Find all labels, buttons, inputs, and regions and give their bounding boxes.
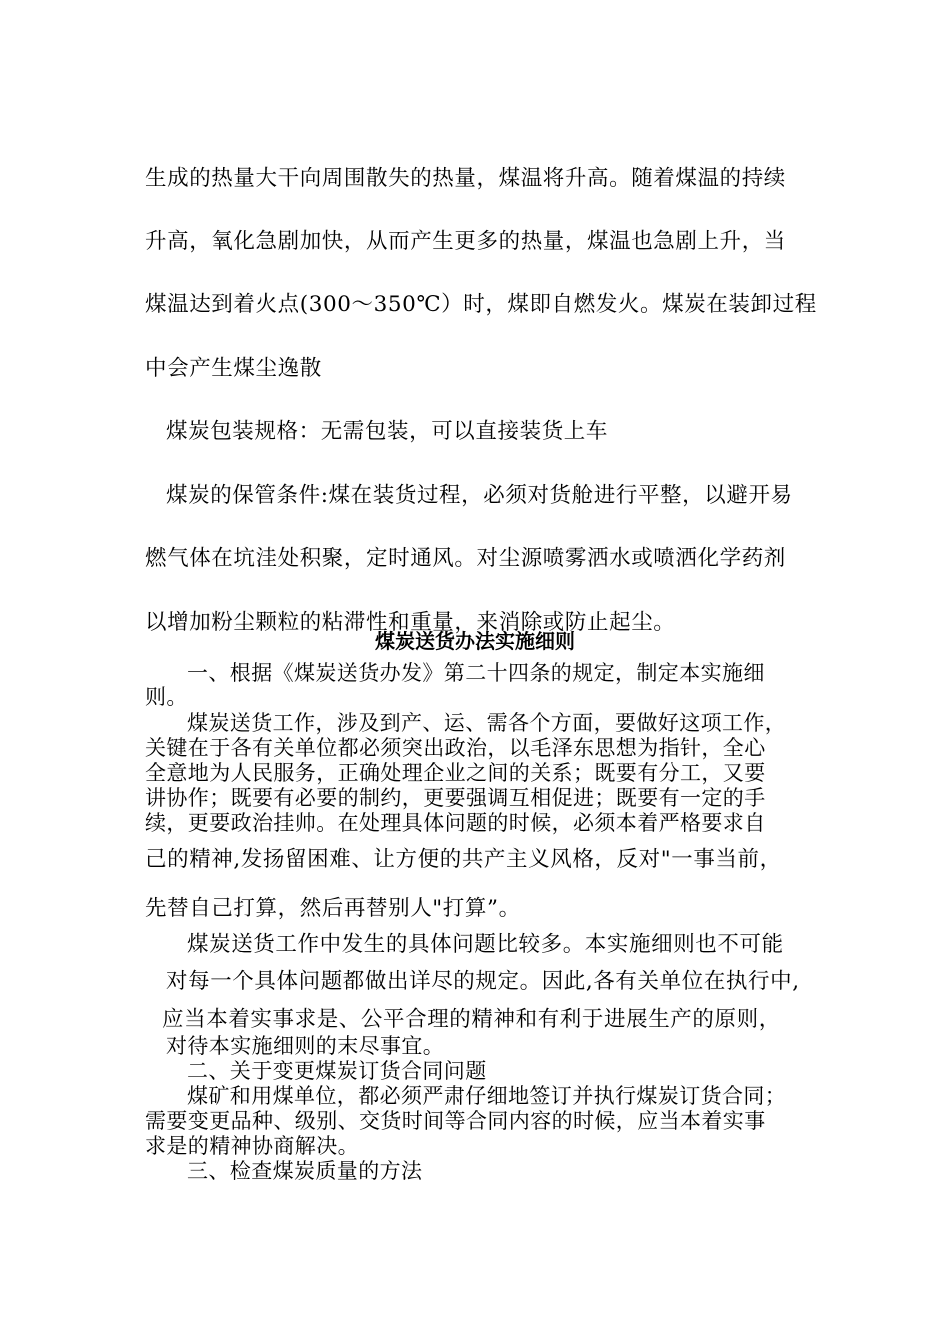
paragraph-line: 对每一个具体问题都做出详尽的规定。因此,各有关单位在执行中, <box>166 969 800 994</box>
paragraph-line: 先替自己打算，然后再替别人"打算”。 <box>145 896 521 921</box>
document-title: 煤炭送货办法实施细则 <box>375 629 575 653</box>
paragraph-line: 需要变更品种、级别、交货时间等合同内容的时候，应当本着实事 <box>145 1109 766 1133</box>
paragraph-line: 以增加粉尘颗粒的粘滞性和重量，来消除或防止起尘。 <box>145 610 676 635</box>
paragraph-line: 关键在于各有关单位都必须突出政治，以毛泽东思想为指针，全心 <box>145 736 766 760</box>
paragraph-line: 煤炭送货工作，涉及到产、运、需各个方面，要做好这项工作， <box>187 711 787 735</box>
paragraph-line: 生成的热量大干向周围散失的热量，煤温将升高。随着煤温的持续 <box>145 166 786 191</box>
paragraph-line: 一、根据《煤炭送货办发》第二十四条的规定，制定本实施细 <box>187 661 765 685</box>
paragraph-line: 煤炭送货工作中发生的具体问题比较多。本实施细则也不可能 <box>187 932 784 957</box>
paragraph-line: 己的精神,发扬留困难、让方便的共产主义风格，反对"一事当前， <box>145 847 782 872</box>
paragraph-line: 煤炭的保管条件:煤在装货过程，必须对货舱进行平整，以避开易 <box>166 483 793 508</box>
paragraph-line: 煤矿和用煤单位，都必须严肃仔细地签订并执行煤炭订货合同； <box>187 1084 787 1108</box>
paragraph-line: 中会产生煤尘逸散 <box>145 356 322 381</box>
paragraph-line: 续，更要政治挂帅。在处理具体问题的时候，必须本着严格要求自 <box>145 811 766 835</box>
section-heading: 三、检查煤炭质量的方法 <box>187 1159 423 1183</box>
paragraph-line: 则。 <box>145 685 188 709</box>
paragraph-line: 升高，氧化急剧加快，从而产生更多的热量，煤温也急剧上升，当 <box>145 229 786 254</box>
paragraph-line: 求是的精神协商解决。 <box>145 1134 359 1158</box>
packaging-spec: 煤炭包装规格：无需包装，可以直接装货上车 <box>166 419 609 444</box>
paragraph-line: 对待本实施细则的末尽事宜。 <box>166 1034 445 1058</box>
paragraph-line: 燃气体在坑洼处积聚，定时通风。对尘源喷雾洒水或喷洒化学药剂 <box>145 546 786 571</box>
paragraph-line: 全意地为人民服务，正确处理企业之间的关系；既要有分工，又要 <box>145 761 766 785</box>
paragraph-line: 煤温达到着火点(300～350℃）时，煤即自燃发火。煤炭在装卸过程 <box>145 292 817 317</box>
paragraph-line: 应当本着实事求是、公平合理的精神和有利于进展生产的原则， <box>162 1007 781 1032</box>
section-heading: 二、关于变更煤炭订货合同问题 <box>187 1059 487 1083</box>
paragraph-line: 讲协作；既要有必要的制约，更要强调互相促进；既要有一定的手 <box>145 786 766 810</box>
